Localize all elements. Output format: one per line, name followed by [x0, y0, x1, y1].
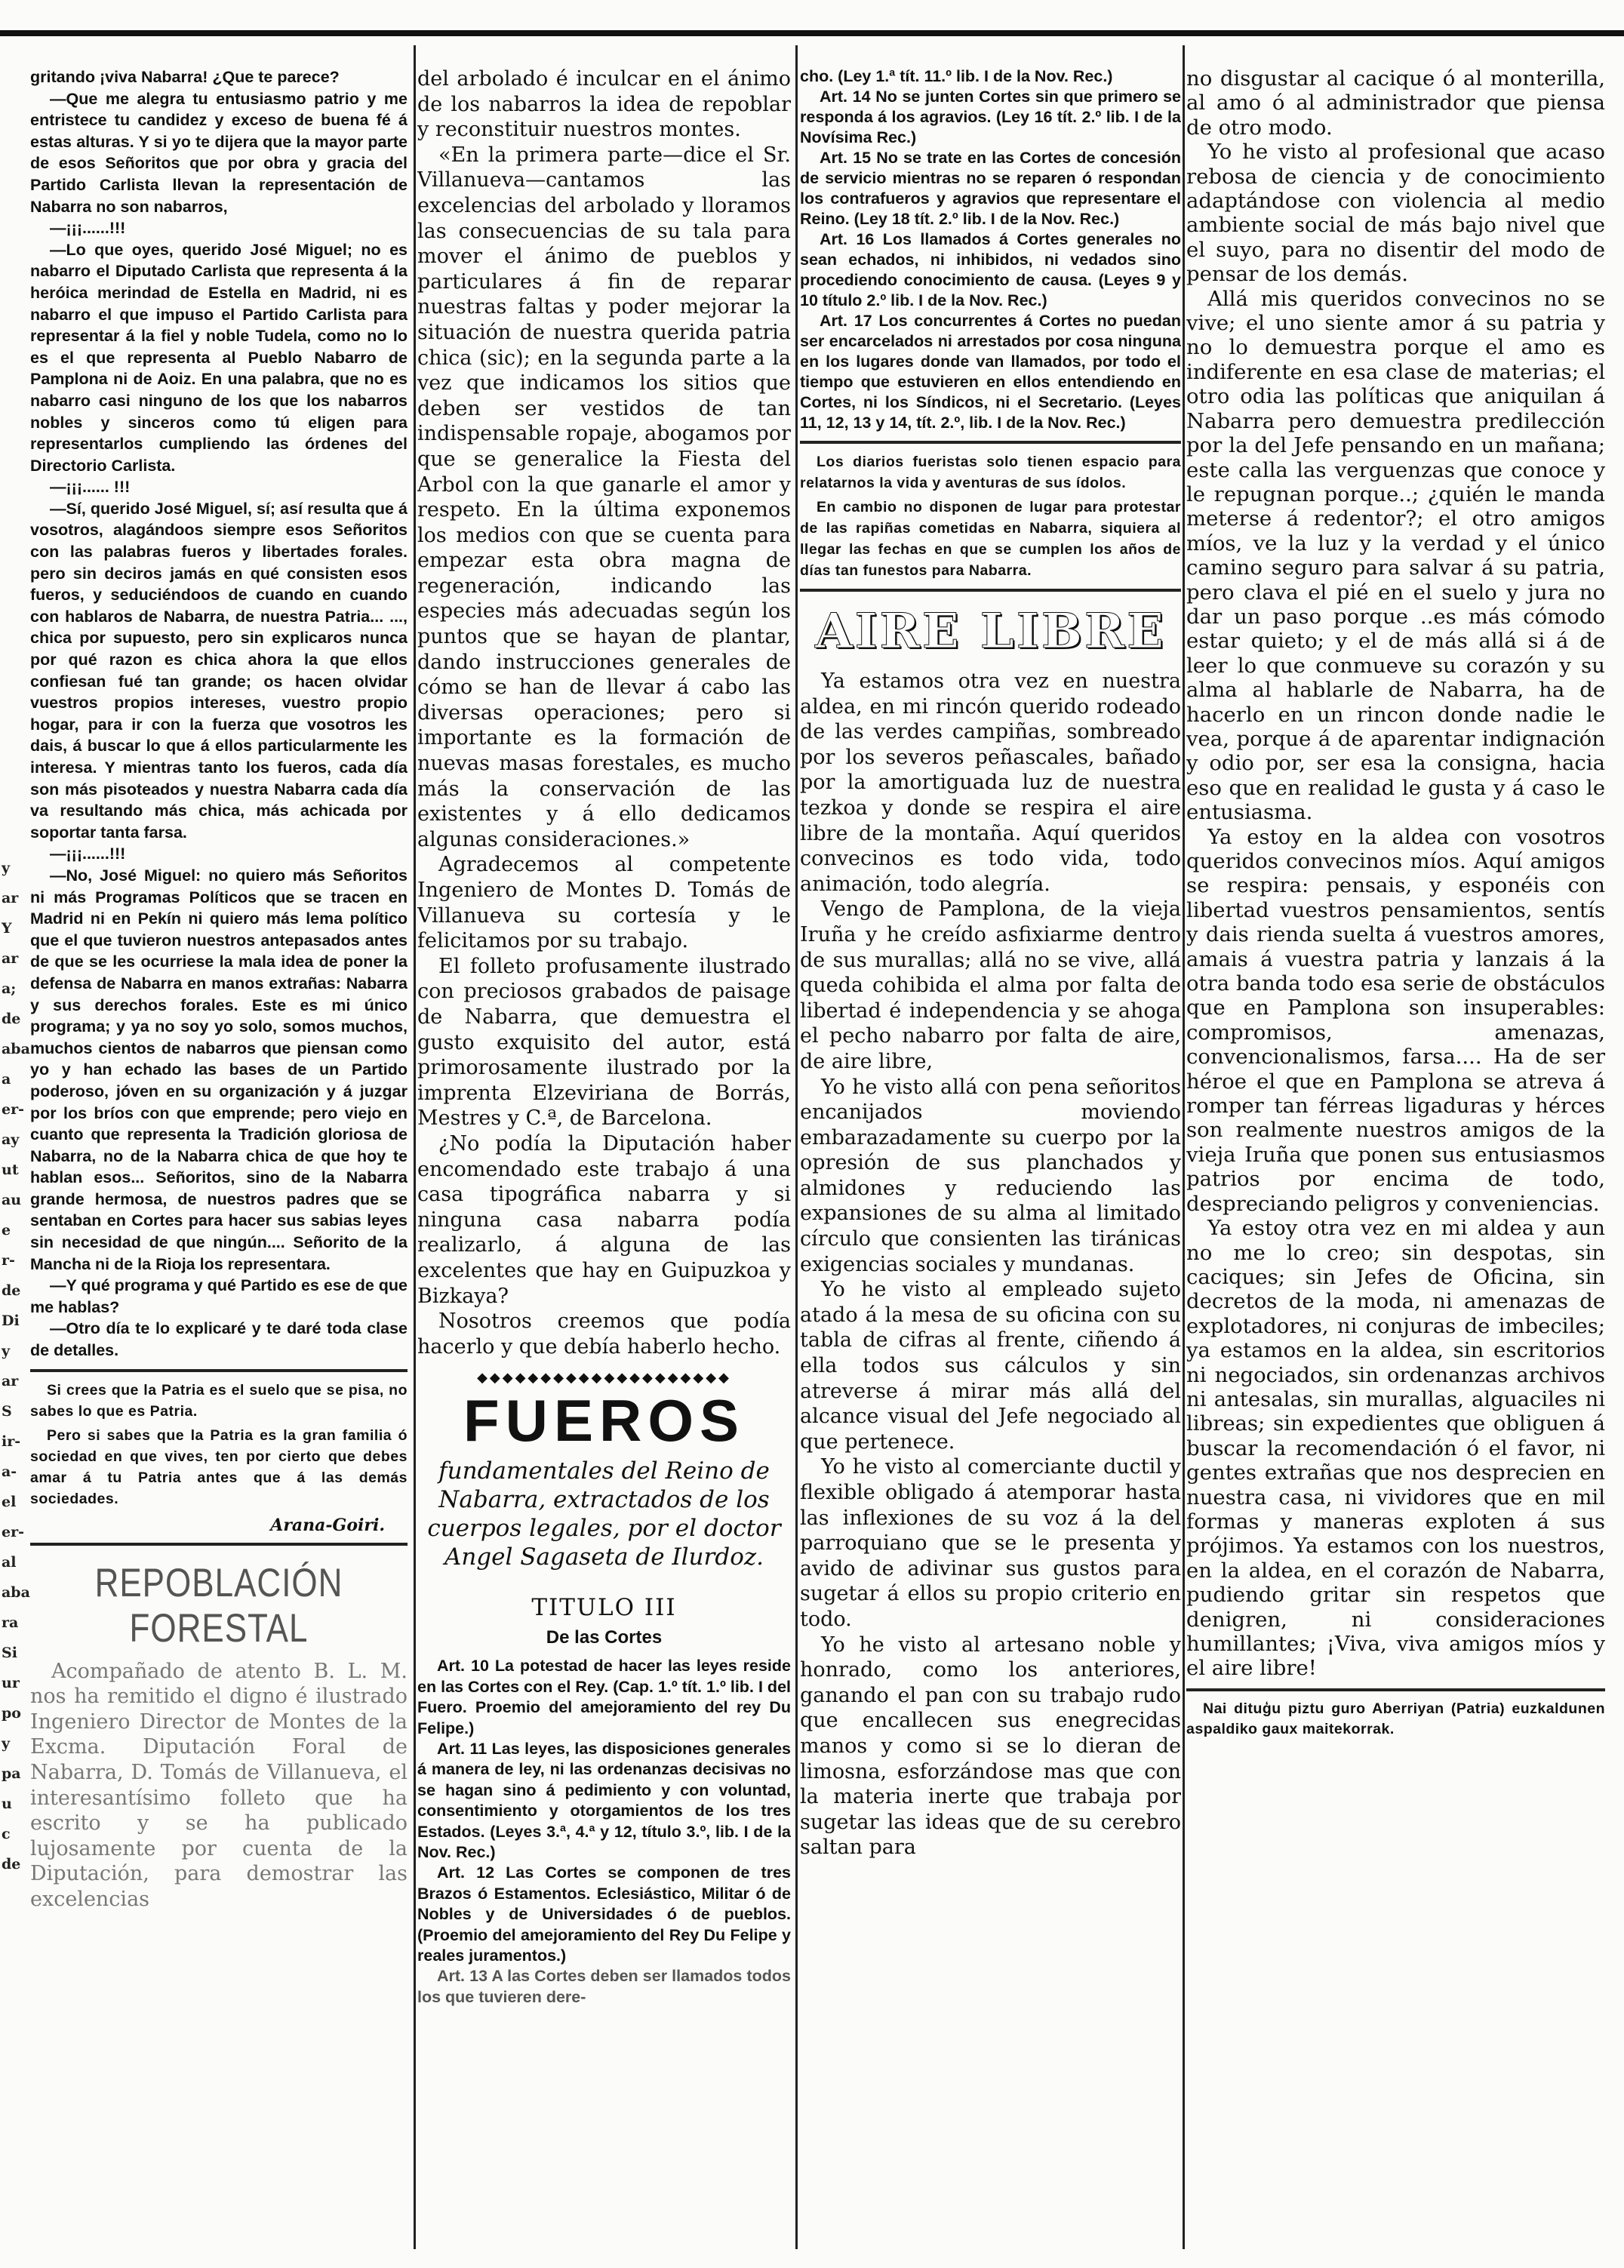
paragraph: Agradecemos al competente Ingeniero de Montes D. Tomás de Villanueva su cortesía y le felicitamos por su trabajo.: [417, 853, 791, 953]
paragraph: —Que me alegra tu entusiasmo patrio y me entristece tu candidez y exceso de buena fé á estas alturas. Y si yo te dijera que la mayor parte de esos Señoritos que por obra y gracia del Partido Carlista llevan la representación de Nabarra no son nabarros,: [30, 89, 408, 216]
edge-fragment: ar: [2, 950, 19, 967]
column-rule-3: [1183, 45, 1185, 2249]
paragraph: no disgustar al cacique ó al monterilla, al amo ó al administrador que piensa de otro modo.: [1186, 66, 1605, 140]
column-2: [417, 66, 791, 2008]
ornament-divider: ◆◆◆◆◆◆◆◆◆◆◆◆◆◆◆◆◆◆◆◆: [477, 1370, 731, 1386]
aire-libre-title: AIRE LIBRE: [815, 603, 1166, 660]
articles-continued: [800, 66, 1181, 433]
paragraph: —Lo que oyes, querido José Miguel; no es nabarro el Diputado Carlista que representa á la heróica merindad de Estella en Madrid, ni es nabarro el que impuso el Partido Carlista para representar á la fiel y noble Tudela, como no lo es el que representa al Pueblo Nabarro de Pamplona ni de Aoiz. En una palabra, que no es nabarro casi ninguno de los que los nabarros nobles y sinceros como tú eligen para representarlos cumpliendo las órdenes del Directorio Carlista.: [30, 240, 408, 475]
repoblacion-text: [30, 1659, 408, 1913]
edge-fragment: de: [2, 1282, 21, 1299]
paragraph: Ya estoy en la aldea con vosotros queridos convecinos míos. Aquí amigos se respira: pensais, y esponéis con libertad vuestros pensamientos, sentís y dais rienda suelta á vuestros amores, amais á vuestra patria y lanzais á la otra banda todo esa serie de obstáculos que en Pamplona son insuperables: compromisos, amenazas, convencionalismos, farsa.... Ha de ser héroe el que en Pamplona se atreva á romper tan férreas ligaduras y hérces son realmente nuestros amigos de la vieja Iruña que ponen sus entusiasmos patrios por encima de todo, despreciando peligros y conveniencias.: [1186, 824, 1605, 1216]
paragraph: Yo he visto al profesional que acaso rebosa de ciencia y de conocimiento adaptándose con violencia al medio ambiente social de más bajo nivel que el suyo, para no disentir del modo de pensar de los demás.: [1186, 140, 1605, 287]
edge-fragment: ut: [2, 1162, 19, 1178]
edge-fragment: y: [2, 1735, 11, 1752]
edge-fragment: y: [2, 1343, 11, 1359]
fueros-subtitle: fundamentales del Reino de Nabarra, extractados de los cuerpos legales, por el doctor Angel Sagaseta de Ilurdoz.: [427, 1457, 781, 1571]
article: Art. 13 A las Cortes deben ser llamados todos los que tuvieren dere-: [417, 1967, 791, 2006]
edge-fragment: ar: [2, 890, 19, 906]
edge-fragment: a;: [2, 980, 17, 997]
edge-fragment: ra: [2, 1614, 19, 1631]
edge-fragment: Y: [2, 920, 12, 937]
paragraph: Yo he visto allá con pena señoritos encanijados moviendo embarazadamente su cuerpo por la opresión de sus planchados y almidones y reduciendo las expansiones de su alma al limitado círculo que consienten las tiránicas exigencias sociales y mundanas.: [800, 1075, 1181, 1276]
paragraph: Yo he visto al empleado sujeto atado á la mesa de su oficina con su tabla de cifras al frente, ciñendo á ella todos sus cálculos y sin atreverse á mirar más allá del alcance visual del Jefe negociado al que pertenece.: [800, 1278, 1181, 1454]
diarios-box: [800, 451, 1181, 581]
titulo-heading: TITULO III: [531, 1594, 677, 1622]
edge-fragment: ar: [2, 1373, 19, 1389]
signature: Arana-Goiri.: [270, 1515, 385, 1535]
paragraph: —Otro día te lo explicaré y te daré toda clase de detalles.: [30, 1319, 408, 1360]
divider: [800, 441, 1181, 444]
paragraph: Allá mis queridos convecinos no se vive; el uno siente amor á su patria y no lo demuestra porque el amo es indiferente en esa clase de materias; el otro odia las políticas que aniquilan á Nabarra pero demuestra predilección por la del Jefe pensando en un mañana; este calla las verguenzas que conoce y le repugnan porque..; ¿quién le manda meterse á redentor?; el otro amigos míos, ve la luz y la verdad y el único camino seguro para salvar á su patria, pero clava el pié en el suelo y jura no dar un paso porque ..es más cómodo estar quieto; y el de más allá si á de leer lo que conmueve su corazón y su alma al hablarle de Nabarra, ha de hacerlo en un rincon donde nadie le vea, porque á de aparentar indignación y odio por, ser esa la consigna, hacia eso que en realidad le gusta y á caso le entusiasma.: [1186, 286, 1605, 825]
euskara-box: Nai dituģu piztu guro Aberriyan (Patria) euzkaldunen aspaldiko gaux maitekorrak.: [1186, 1700, 1605, 1737]
paragraph: El folleto profusamente ilustrado con preciosos grabados de paisage de Nabarra, que demuestra el gusto exquisito del autor, está primorosamente ilustrado por la imprenta Elzeviriana de Borrás, Mestres y C.ª, de Barcelona.: [417, 954, 791, 1131]
edge-fragment: al: [2, 1554, 17, 1571]
repoblacion-continued: [417, 66, 791, 1359]
top-border: [0, 30, 1624, 36]
paragraph: Acompañado de atento B. L. M. nos ha remitido el digno é ilustrado Ingeniero Director de Montes de la Excma. Diputación Foral de Nabarra, D. Tomás de Villanueva, el interesantísimo folleto que ha escrito y se ha publicado lujosamente por cuenta de la Diputación, para demostrar las excelencias: [30, 1659, 408, 1911]
left-edge-fragments: [0, 45, 30, 2268]
edge-fragment: y: [2, 860, 11, 876]
paragraph: Nosotros creemos que podía hacerlo y que debía haberlo hecho.: [417, 1309, 791, 1359]
article: Art. 16 Los llamados á Cortes generales no sean echados, ni inhibidos, ni vedados sino procediendo conocimiento de causa. (Leyes 9 y 10 título 2.º lib. I de la Nov. Rec.): [800, 230, 1181, 309]
edge-fragment: pa: [2, 1765, 21, 1782]
column-1: [30, 66, 408, 1913]
article: Art. 15 No se trate en las Cortes de concesión de servicio mientras no se reparen ó respondan los contrafueros y agravios que representare el Reino. (Ley 18 tít. 2.º lib. I de la Nov. Rec.): [800, 149, 1181, 228]
edge-fragment: u: [2, 1796, 12, 1812]
edge-fragment: S: [2, 1403, 12, 1420]
edge-fragment: a-: [2, 1463, 17, 1480]
paragraph: —No, José Miguel: no quiero más Señoritos ni más Programas Políticos que se tracen en Madrid ni en Pekín ni quiero más lema político que el que tuvieron nuestros antepasados antes de que se les ocurriese la mala idea de poner la defensa de Nabarra en manos extrañas: Nabarra y sus derechos forales. Este es mi único programa; y ya no soy yo solo, somos muchos, muchos cientos de nabarros que piensan como yo y han echado las bases de un Partido poderoso, jóven en su organización y á juzgar por los bríos con que emprende; pero viejo en cuanto que representa la Tradición gloriosa de Nabarra, no de la Nabarra chica de que hoy te hablan esos... Señoritos, sino de la Nabarra grande hermosa, de nuestros padres que se sentaban en Cortes para hacer sus sabias leyes sin necesidad de que ningún.... Señorito de la Mancha ni de la Rioja los representara.: [30, 866, 408, 1273]
box-paragraph: Pero si sabes que la Patria es la gran familia ó sociedad en que vives, ten por cierto que debes amar á tu Patria antes que á las demás sociedades.: [30, 1426, 408, 1507]
dialogue-article: [30, 66, 408, 1362]
paragraph: —¡¡¡......!!!: [50, 219, 126, 238]
article: Art. 17 Los concurrentes á Cortes no puedan ser encarcelados ni arrestados por cosa ninguna en los lugares donde van llamados, por todo el tiempo que estuvieren en ellos entendiendo en Cortes, ni los Síndicos, ni el Secretario. (Leyes 11, 12, 13 y 14, tít. 2.º, lib. I de la Nov. Rec.): [800, 312, 1181, 432]
articles: [417, 1656, 791, 2008]
edge-fragment: c: [2, 1826, 11, 1842]
article: Art. 11 Las leyes, las disposiciones generales á manera de ley, ni las ordenanzas decisivas no se hagan sino á pedimiento y con voluntad, consentimiento y otorgamientos de los tres Estados. (Leyes 3.ª, 4.ª y 12, título 3.º, lib. I de la Nov. Rec.): [417, 1739, 791, 1861]
divider: [1186, 1688, 1605, 1691]
edge-fragment: ir-: [2, 1433, 21, 1450]
edge-fragment: el: [2, 1494, 17, 1510]
edge-fragment: ay: [2, 1131, 20, 1148]
edge-fragment: aba: [2, 1041, 30, 1057]
aire-libre-continued: [1186, 66, 1605, 1681]
section-title-repoblacion: REPOBLACIÓN FORESTAL: [94, 1560, 343, 1651]
divider: [30, 1369, 408, 1372]
edge-fragment: e: [2, 1222, 11, 1239]
box-paragraph: En cambio no disponen de lugar para protestar de las rapiñas cometidas en Nabarra, siquiera al llegar las fechas en que se cumplen los años de días tan funestos para Nabarra.: [800, 499, 1181, 579]
divider: [30, 1543, 408, 1546]
capitulo-heading: De las Cortes: [546, 1627, 663, 1648]
paragraph: Ya estoy otra vez en mi aldea y aun no me lo creo; sin despotas, sin caciques; sin Jefes de Oficina, sin decretos de la moda, ni amenazas de explotadores, ni conjuras de imbeciles; ya estamos en la aldea, sin escritorios ni negociados, sin ordenanzas archivos ni antesalas, sin murallas, alguaciles ni libreas; sin expedientes que obliguen á buscar la recomendación ó el favor, ni gentes extrañas que nos desprecien en nuestra casa, ni vividores que en mil formas y maneras exploten á sus prójimos. Ya estamos con los nuestros, en la aldea, en el corazón de Nabarra, pudiendo gritar sin respetos que denigren, ni consideraciones humillantes; ¡Viva, viva amigos míos y el aire libre!: [1186, 1216, 1605, 1681]
paragraph: —Sí, querido José Miguel, sí; así resulta que á vosotros, alagándoos siempre esos Señoritos con las palabras fueros y libertades forales. pero sin deciros jamás en qué consisten esos fueros, y seduciéndoos de cuando en cuando con hablaros de Nabarra, de nuestra Patria... ..., chica por supuesto, pero sin explicaros nunca por qué razon es chica ahora la que ellos confiesan fué tan grande; os hacen olvidar vuestros propios intereses, vuestro propio hogar, para ir con la fuerza que vosotros les dais, á buscar lo que á ellos particularmente les interesa. Y mientras tanto los fueros, cada día son más pisoteados y nuestra Nabarra cada día va resultando más chica, más achicada por soportar tanta farsa.: [30, 499, 408, 842]
patria-box: [30, 1380, 408, 1509]
edge-fragment: po: [2, 1705, 21, 1722]
edge-fragment: de: [2, 1011, 21, 1027]
column-rule-2: [795, 45, 798, 2249]
paragraph: —¡¡¡...... !!!: [50, 478, 131, 497]
aire-libre-text: [800, 669, 1181, 1860]
paragraph: Ya estamos otra vez en nuestra aldea, en mi rincón querido rodeado de las verdes campiñas, sombreado por los severos peñascales, bañado por la amortiguada luz de nuestra tezkoa y donde se respira el aire libre de la montaña. Aquí queridos convecinos es todo vida, todo animación, todo alegría.: [800, 669, 1181, 896]
edge-fragment: r-: [2, 1252, 15, 1269]
column-4: [1186, 66, 1605, 1740]
edge-fragment: ur: [2, 1675, 20, 1691]
paragraph: —Y qué programa y qué Partido es ese de que me hablas?: [30, 1276, 408, 1316]
fueros-title: FUEROS: [463, 1387, 746, 1454]
edge-fragment: a: [2, 1071, 11, 1088]
column-rule-1: [414, 45, 416, 2249]
paragraph: Vengo de Pamplona, de la vieja Iruña y he creído asfixiarme dentro de sus murallas; allá no se vive, allá queda cohibida el alma por falta de libertad é independencia y se ahoga el pecho nabarro por falta de aire, de aire libre,: [800, 897, 1181, 1073]
box-paragraph: Los diarios fueristas solo tienen espacio para relatarnos la vida y aventuras de sus ídolos.: [800, 454, 1181, 491]
article: Art. 10 La potestad de hacer las leyes reside en las Cortes con el Rey. (Cap. 1.º tít. 1.º lib. I del Fuero. Proemio del amejoramiento del rey Du Felipe.): [417, 1657, 791, 1737]
edge-fragment: de: [2, 1856, 21, 1873]
article: Art. 14 No se junten Cortes sin que primero se responda á los agravios. (Ley 16 tít. 2.º lib. I de la Novísima Rec.): [800, 88, 1181, 146]
article: Art. 12 Las Cortes se componen de tres Brazos ó Estamentos. Eclesiástico, Militar ó de Nobles y de Universidades ó de pueblos. (Proemio del amejoramiento del Rey Du Felipe y reales juramentos.): [417, 1863, 791, 1965]
edge-fragment: Si: [2, 1645, 17, 1661]
box-paragraph: Si crees que la Patria es el suelo que se pisa, no sabes lo que es Patria.: [30, 1381, 408, 1420]
edge-fragment: er-: [2, 1524, 24, 1540]
paragraph: del arbolado é inculcar en el ánimo de los nabarros la idea de repoblar y reconstituir nuestros montes.: [417, 67, 791, 142]
paragraph: Yo he visto al artesano noble y honrado, como los anteriores, ganando el pan con su trabajo rudo que encallecen sus enegrecidas manos y como si se lo dieran de limosna, esforzándose mas que con la materia inerte que trabaja por sugetar las ideas que de su cerebro saltan para: [800, 1633, 1181, 1860]
edge-fragment: Di: [2, 1312, 20, 1329]
edge-fragment: au: [2, 1192, 22, 1208]
edge-fragment: aba: [2, 1584, 30, 1601]
paragraph: —¡¡¡......!!!: [50, 845, 126, 863]
article: cho. (Ley 1.ª tít. 11.º lib. I de la Nov. Rec.): [800, 67, 1113, 85]
column-3: [800, 66, 1181, 1860]
paragraph: gritando ¡viva Nabarra! ¿Que te parece?: [30, 68, 340, 86]
paragraph: ¿No podía la Diputación haber encomendado este trabajo á una casa tipográfica nabarra y si ninguna casa nabarra podía realizarlo, á alguna de las excelentes que hay en Guipuzkoa y Bizkaya?: [417, 1131, 791, 1308]
divider: [800, 589, 1181, 592]
paragraph: Yo he visto al comerciante ductil y flexible obligado á atemporar hasta las inflexiones de su voz á la del parroquiano que se le presenta y avido de adivinar sus gustos para sugetar á ellos su propio criterio en todo.: [800, 1455, 1181, 1631]
edge-fragment: er-: [2, 1101, 24, 1118]
paragraph: «En la primera parte—dice el Sr. Villanueva—cantamos las excelencias del arbolado y lloramos las consecuencias de su tala para mover el ánimo de pueblos y particulares á fin de reparar nuestras faltas y poder mejorar la situación de nuestra querida patria chica (sic); en la segunda parte a la vez que indicamos los sitios que deben ser vestidos de tan indispensable ropaje, abogamos por que se generalice la Fiesta del Arbol con la que ganarle el amor y respeto. En la última exponemos los medios con que se cuenta para empezar esta obra magna de regeneración, indicando las especies más adecuadas según los puntos que se hayan de plantar, dando instrucciones generales de cómo se han de llevar á cabo las diversas operaciones; pero si importante es la formación de nuevas masas forestales, es mucho más la conservación de las existentes y á ello dedicamos algunas consideraciones.»: [417, 143, 791, 851]
